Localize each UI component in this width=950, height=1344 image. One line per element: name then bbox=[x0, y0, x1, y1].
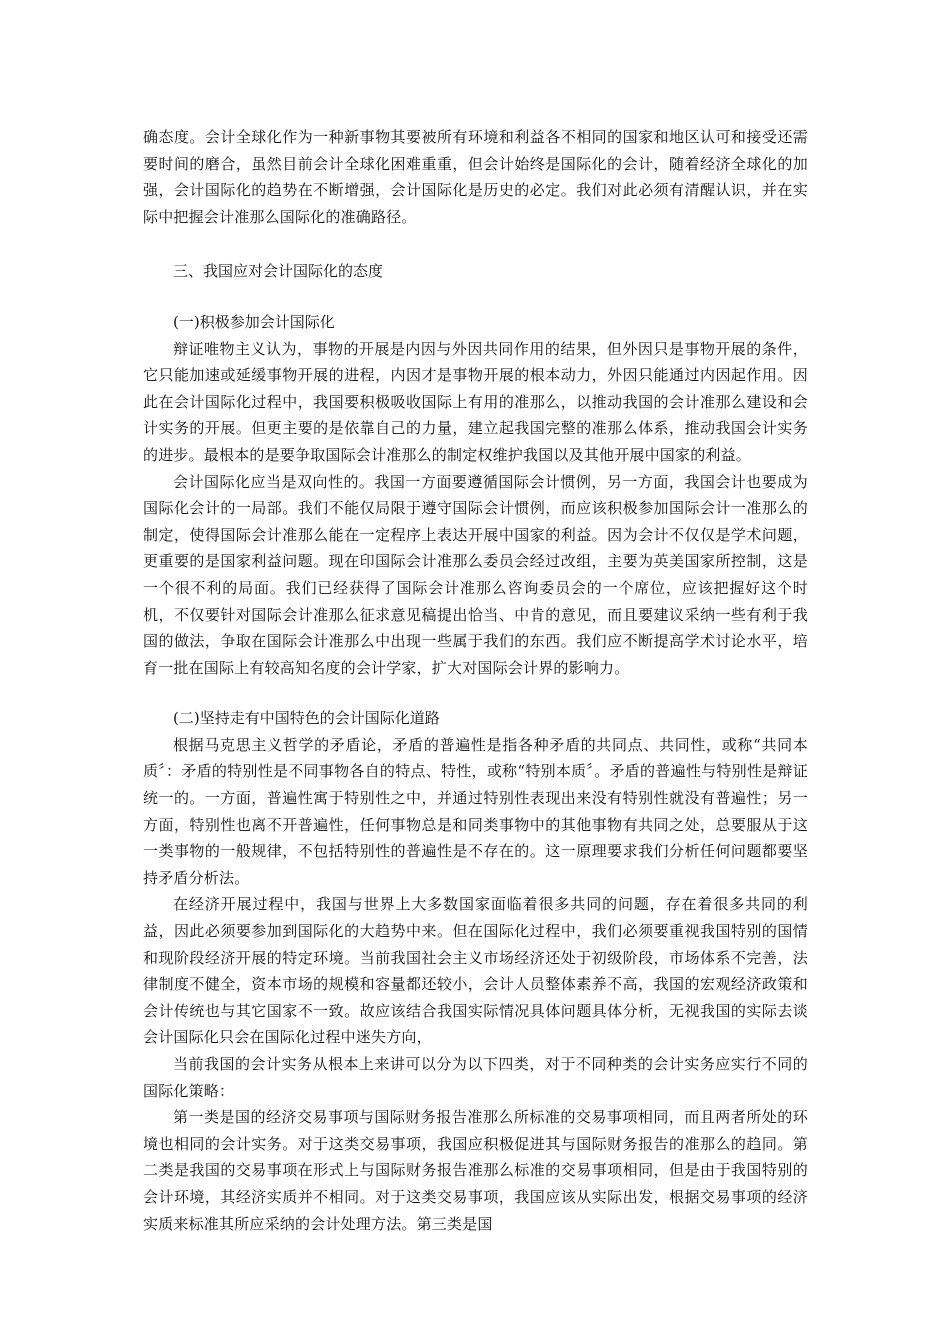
body-paragraph: 在经济开展过程中，我国与世界上大多数国家面临着很多共同的问题，存在着很多共同的利益，因此必须要参加到国际化的大趋势中来。但在国际化过程中，我们必须要重视我国特别的国情和现阶段经济开展的特定环境。当前我国社会主义市场经济还处于初级阶段，市场体系不完善，法律制度不健全，资本市场的规模和容量都还较小，会计人员整体素养不高，我国的宏观经济政策和会计传统也与其它国家不一致。故应该结合我国实际情况具体问题具体分析，无视我国的实际去谈会计国际化只会在国际化过程中迷失方向， bbox=[143, 895, 808, 1047]
body-paragraph: 辩证唯物主义认为，事物的开展是内因与外因共同作用的结果，但外因只是事物开展的条件，它只能加速或延缓事物开展的进程，内因才是事物开展的根本动力，外因只能通过内因起作用。因此在会计国际化过程中，我国要积极吸收国际上有用的准那么，以推动我国的会计准那么建设和会计实务的开展。但更主要的是依靠自己的力量，建立起我国完整的准那么体系，推动我国会计实务的进步。最根本的是要争取国际会计准那么的制定权维护我国以及其他开展中国家的利益。 bbox=[143, 339, 808, 464]
intro-paragraph: 确态度。会计全球化作为一种新事物其要被所有环境和利益各不相同的国家和地区认可和接受还需要时间的磨合，虽然目前会计全球化困难重重，但会计始终是国际化的会计，随着经济全球化的加强，会计国际化的趋势在不断增强，会计国际化是历史的必定。我们对此必须有清醒认识，并在实际中把握会计准那么国际化的准确路径。 bbox=[143, 128, 808, 226]
body-paragraph: 第一类是国的经济交易事项与国际财务报告准那么所标准的交易事项相同，而且两者所处的环境也相同的会计实务。对于这类交易事项，我国应积极促进其与国际财务报告的准那么的趋同。第二类是我国的交易事项在形式上与国际财务报告准那么标准的交易事项相同，但是由于我国特别的会计环境，其经济实质并不相同。对于这类交易事项，我国应该从实际出发，根据交易事项的经济实质来标准其所应采纳的会计处理方法。第三类是国 bbox=[143, 1108, 808, 1233]
spacer bbox=[143, 285, 808, 309]
subsection-2-heading: (二)坚持走有中国特色的会计国际化道路 bbox=[173, 709, 440, 728]
spacer bbox=[143, 681, 808, 705]
body-paragraph: 当前我国的会计实务从根本上来讲可以分为以下四类，对于不同种类的会计实务应实行不同的国际化策略： bbox=[143, 1055, 808, 1100]
subsection-1-heading: (一)积极参加会计国际化 bbox=[173, 312, 335, 331]
body-paragraph: 根据马克思主义哲学的矛盾论，矛盾的普遍性是指各种矛盾的共同点、共同性，或称“共同本质〞：矛盾的特别性是不同事物各自的特点、特性，或称“特别本质〞。矛盾的普遍性与特别性是辩证统一的。一方面，普遍性寓于特别性之中，并通过特别性表现出来没有特别性就没有普遍性；另一方面，特别性也离不开普遍性，任何事物总是和同类事物中的其他事物有共同之处，总要服从于这一类事物的一般规律，不包括特别性的普遍性是不存在的。这一原理要求我们分析任何问题都要坚持矛盾分析法。 bbox=[143, 735, 808, 887]
section-heading: 三、我国应对会计国际化的态度 bbox=[173, 262, 384, 281]
body-paragraph: 会计国际化应当是双向性的。我国一方面要遵循国际会计惯例，另一方面，我国会计也要成为国际化会计的一局部。我们不能仅局限于遵守国际会计惯例，而应该积极参加国际会计一准那么的制定，使得国际会计准那么能在一定程序上表达开展中国家的利益。因为会计不仅仅是学术问题，更重要的是国家利益问题。现在印国际会计准那么委员会经过改组，主要为英美国家所控制，这是一个很不利的局面。我们已经获得了国际会计准那么咨询委员会的一个席位，应该把握好这个时机，不仅要针对国际会计准那么征求意见稿提出恰当、中肯的意见，而且要建议采纳一些有利于我国的做法，争取在国际会计准那么中出现一些属于我们的东西。我们应不断提高学术讨论水平，培育一批在国际上有较高知名度的会计学家，扩大对国际会计界的影响力。 bbox=[143, 472, 808, 677]
document-page bbox=[143, 124, 808, 1237]
spacer bbox=[143, 230, 808, 258]
